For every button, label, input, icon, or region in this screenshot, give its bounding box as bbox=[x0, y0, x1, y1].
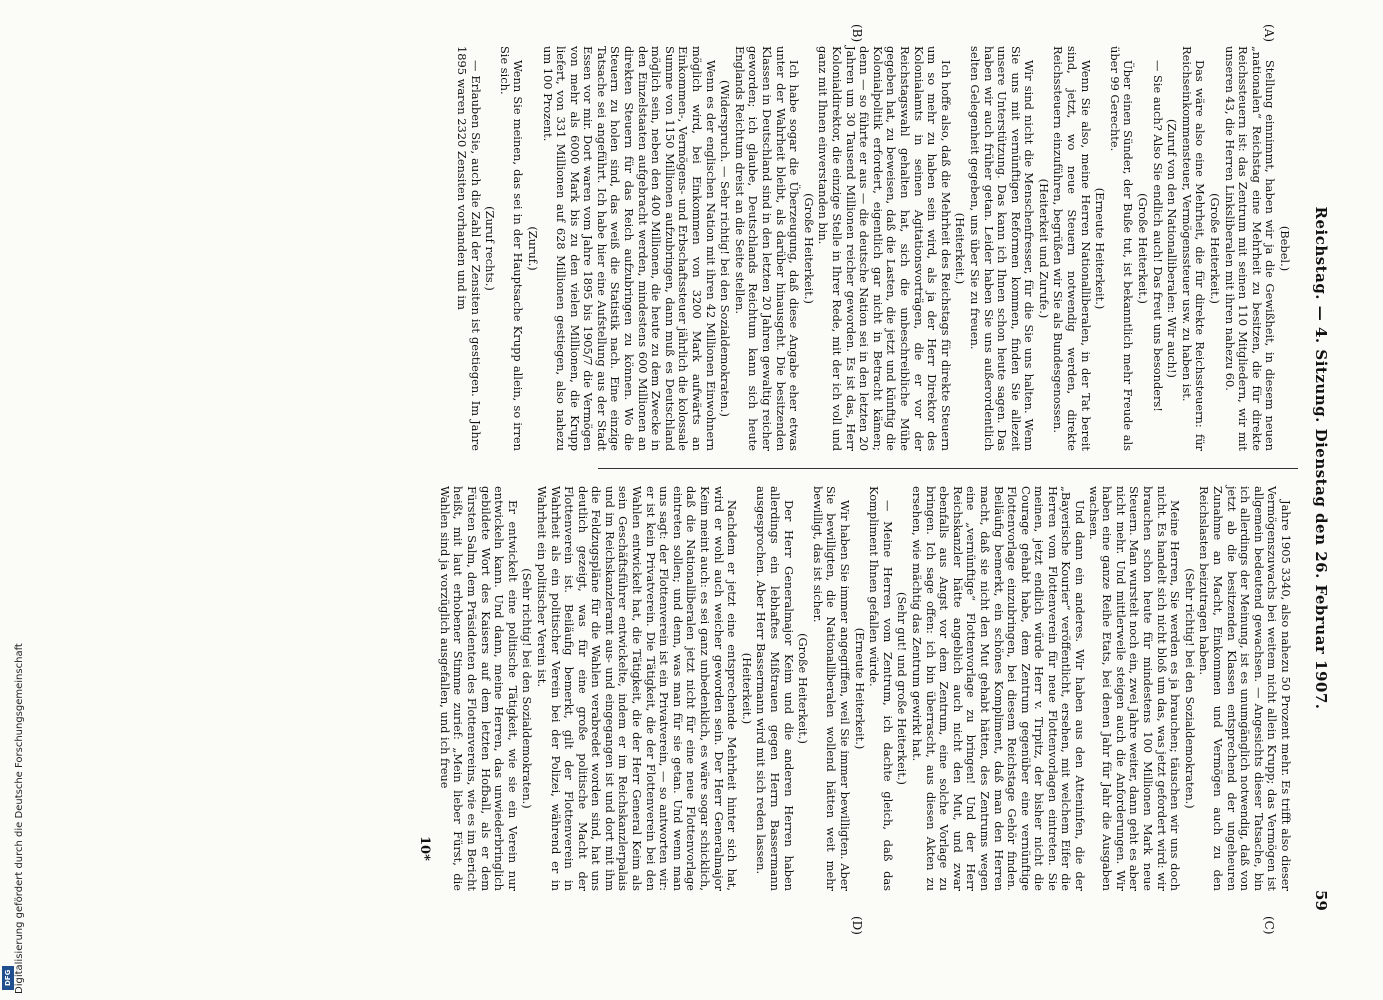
signature-mark: 10* bbox=[417, 836, 432, 861]
interjection: (Große Heiterkeit.) bbox=[801, 193, 816, 304]
page-number: 59 bbox=[1312, 890, 1330, 911]
funding-note: Digitalisierung gefördert durch die Deutsche Forschungsgemeinschaft bbox=[14, 643, 25, 994]
paragraph: Wenn es der englischen Nation mit ihren 42 Millionen Einwohnern möglich wird, bei Einkommen von 3200 Mark aufwärts an Einkommen-, Vermögens- und Erbschaftssteuer jährlich die kolossale Summe von 1150 Millionen aufzubringen, dann muß es Deutschland möglich sein, neben den 400 Millionen, die heute zu dem Zwecke in den Einzelstaaten aufgebracht werden, mindestens 600 Millionen an direkten Steuern für das Reich aufzubringen zu können. Wo die Steuern zu holen sind, das weiß die Statistik nach. Eine einzige Tatsache sei angeführt. Ich habe hier eine Aufstellung aus der Stadt Essen vor mir. Dort waren vom Jahre 1895 bis 1905/7 die Vermögen von mehr als 6000 Mark bis zu den vielen Millionen, die Krupp liefert, von 331 Millionen auf 628 Millionen gestiegen, also nahezu um 100 Prozent. bbox=[540, 46, 718, 451]
interjection: (Sehr gut! und große Heiterkeit.) bbox=[895, 592, 910, 785]
speaker-tag: (Bebel.) bbox=[1278, 225, 1292, 272]
funding-sidebar bbox=[0, 0, 25, 1000]
interjection: (Erneute Heiterkeit.) bbox=[852, 627, 867, 750]
paragraph: Und dann ein anderes. Wir haben aus den Atteninfen, die der „Bayerische Kourier“ veröffentlicht, ersehen, mit welchem Eifer die Herren vom Flottenverein für neue Flottenvorlagen eintreten. Sie meinen, jetzt endlich würde Herr v. Tirpitz, der bisher nicht die Courage gehabt habe, dem Zentrum gegenüber eine vernünftige Flottenvorlage einzubringen, bei diesem Reichstage Gehör finden. Beiläufig bemerkt, ein schönes Kompliment, daß man den Herren macht, daß sie nicht den Mut gehabt hätten, des Zentrums wegen eine „vernünftige“ Flottenvorlage zu bringen! Und der Herr Reichskanzler hätte angeblich auch nicht den Mut, und zwar ebenfalls aus Angst vor dem Zentrum, eine solche Vorlage zu bringen. Ich sage offen: ich bin überrascht, aus diesen Akten zu ersehen, wie mächtig das Zentrum gewirkt hat. bbox=[909, 486, 1088, 891]
rotated-content bbox=[82, 24, 1332, 938]
interjection: (Große Heiterkeit.) bbox=[1136, 193, 1151, 304]
paragraph: — Sie auch? Also Sie endlich auch! Das freut uns besonders! bbox=[1150, 60, 1165, 412]
interjection: (Zuruf.) bbox=[525, 226, 540, 271]
column-divider bbox=[598, 468, 1298, 469]
paragraph: Wir sind nicht die Menschenfresser, für die Sie uns halten. Wenn Sie uns mit vernünftigen Reformen kommen, finden Sie allezeit unsere Unterstützung. Das kann ich Ihnen schon heute sagen. Das haben wir auch früher getan. Leider haben Sie uns außerordentlich selten Gelegenheit gegeben, uns über Sie zu freuen. bbox=[967, 46, 1037, 451]
paragraph: — Meine Herren vom Zentrum, ich dachte gleich, daß das Kompliment Ihnen gefallen würde. bbox=[867, 486, 895, 891]
paragraph: Meine Herren, Sie werden es ja brauchen; täuschen wir uns doch nicht. Es handelt sich nicht bloß um das, was jetzt gefordert wird: wir brauchen schon heute für mindestens 100 Millionen Mark neue Steuern. Man wurstelt noch ein, zwei Jahre weiter, dann geht es aber nicht mehr. Und mittlerweile steigen auch die Anforderungen. Wir haben eine ganze Reihe Etats, bei denen Jahr für Jahr die Ausgaben wachsen. bbox=[1086, 486, 1183, 892]
interjection: (Widerspruch. — Sehr richtig! bei den Sozialdemokraten.) bbox=[718, 80, 733, 417]
paragraph: Ich hoffe also, daß die Mehrheit des Reichstags für direkte Steuern um so mehr zu haben sein wird, als ja der Herr Direktor des Kolonialamts in seinen Agitationsvorträgen, die er vor der Reichstagswahl gehalten hat, sich die unbeschreibliche Mühe gegeben hat, zu beweisen, daß die Lasten, die jetzt und künftig die Kolonialpolitik erfordert, eigentlich gar nicht in Betracht kämen; denn — so führte er aus — die deutsche Nation sei in den letzten 20 Jahren um 30 Tausend Millionen reicher geworden. Es ist das, Herr Kolonialdirektor, die einzige Stelle in Ihrer Rede, mit der ich voll und ganz mit Ihnen einverstanden bin. bbox=[816, 46, 953, 451]
interjection: (Große Heiterkeit.) bbox=[796, 633, 811, 744]
paragraph: Jahre 1905 3340, also nahezu 50 Prozent mehr. Es trifft also dieser Vermögenszuwachs bei weitem nicht allein Krupp; das Vermögen ist allgemein bedeutend gewachsen. — Angesichts dieser Tatsache, bin ich allerdings der Meinung, ist es unumgänglich notwendig, daß von jetzt ab die besitzenden Klassen entsprechend der ungeheuren Zunahme an Macht, Einkommen und Vermögen auch zu den Reichslasten beizutragen haben. bbox=[1197, 486, 1293, 891]
left-column bbox=[454, 46, 1292, 451]
margin-mark-b: (B) bbox=[850, 24, 864, 43]
interjection: (Sehr richtig! bei den Sozialdemokraten.) bbox=[1182, 568, 1197, 809]
paragraph: Wir haben Sie immer angegriffen, weil Sie immer bewilligten. Aber Sie bewilligten, die Nationalliberalen wollend hätten weit mehr bewilligt, das ist sicher. bbox=[810, 486, 852, 891]
interjection: (Sehr richtig! bei den Sozialdemokraten.) bbox=[520, 568, 535, 809]
header-title: Reichstag. — 4. Sitzung. Dienstag den 26. Februar 1907. bbox=[1312, 206, 1330, 710]
interjection: (Zuruf rechts.) bbox=[483, 206, 498, 291]
interjection: (Erneute Heiterkeit.) bbox=[1093, 187, 1108, 310]
paragraph: — Erlauben Sie, auch die Zahl der Zensiten ist gestiegen. Im Jahre 1895 waren 2320 Zensiten vorhanden und im bbox=[454, 46, 483, 451]
margin-mark-c: (C) bbox=[1262, 916, 1276, 935]
paragraph: Das wäre also eine Mehrheit, die für direkte Reichssteuern: für Reichseinkommensteuer, Vermögenssteuer usw. zu haben ist. bbox=[1179, 46, 1208, 451]
interjection: (Heiterkeit.) bbox=[953, 212, 968, 285]
interjection: (Zuruf von den Nationalliberalen: Wir auch!) bbox=[1165, 119, 1180, 378]
right-column bbox=[437, 486, 1292, 891]
dfg-logo-icon: DFG bbox=[2, 966, 14, 990]
running-header bbox=[1306, 38, 1332, 938]
paragraph: Wenn Sie also, meine Herren Nationalliberalen, in der Tat bereit sind, jetzt, wo neue Steuern notwendig werden, direkte Reichssteuern einzuführen, begrüßen wir Sie als Bundesgenossen. bbox=[1051, 46, 1093, 451]
margin-mark-d: (D) bbox=[850, 916, 864, 935]
interjection: (Große Heiterkeit.) bbox=[1208, 193, 1223, 304]
paragraph: Wenn Sie meinen, das sei in der Hauptsache Krupp allein, so irren Sie sich. bbox=[497, 46, 526, 451]
paragraph: Nachdem er jetzt eine entsprechende Mehrheit hinter sich hat, wird er wohl auch weicher geworden sein. Der Herr Generalmajor Keim meint auch: es sei ganz unbedenklich, es wäre sogar schicklich, daß die Nationalliberalen jetzt nicht für eine neue Flottenvorlage eintreten sollen; und denn, was man für sie getan. Und wenn man uns sagt: der Flottenverein ist ein Privatverein, — so antworten wir: er ist kein Privatverein. Die Tätigkeit, die der Flottenverein bei den Wahlen entwickelt hat, die Tätigkeit, die der Herr General Keim als sein Geschäftsführer entwickelte, indem er im Reichskanzlerpalais und im Reichskanzleramt aus- und eingegangen ist und dort mit ihm die Feldzugspläne für die Wahlen verabredet worden sind, hat uns deutlich gezeigt, was für eine große politische Macht der Flottenverein ist. Beiläufig bemerkt, gilt der Flottenverein in Wahrheit als ein politischer Verein bei der Polizei, während er in Wahrheit ein politischer Verein ist. bbox=[534, 486, 740, 891]
paragraph: Über einen Sünder, der Buße tut, ist bekanntlich mehr Freude als über 99 Gerechte. bbox=[1107, 46, 1136, 451]
interjection: (Heiterkeit und Zurufe.) bbox=[1036, 178, 1051, 319]
interjection: (Heiterkeit.) bbox=[739, 652, 754, 725]
paragraph: Stellung einnimmt, haben wir ja die Gewißheit, in diesem neuen „nationalen“ Reichstag eine Mehrheit zu besitzen, die für direkte Reichssteuern ist: das Zentrum mit seinen 110 Mitgliedern, wir mit unseren 43, die Herren Linksliberalen mit ihren nahezu 60. bbox=[1222, 46, 1278, 451]
paragraph: Ich habe sogar die Überzeugung, daß diese Angabe eher etwas unter der Wahrheit bleibt, als darüber hinausgeht. Die besitzenden Klassen in Deutschland sind in den letzten 20 Jahren gewaltig reicher geworden; ich glaube, Deutschlands Reichtum kann sich heute Englands Reichtum dreist an die Seite stellen. bbox=[732, 46, 802, 451]
paragraph: Er entwickelt eine politische Tätigkeit, wie sie ein Verein nur entwickeln kann. Und dann, meine Herren, das unwiederbringlich gebildete Wort des Kaisers auf dem letzten Hofball, als er dem Fürsten Salm, dem Präsidenten des Flottenvereins, wie es im Bericht heißt, mit laut erhobener Stimme zurief: „Mein lieber Fürst, die Wahlen sind ja vorzüglich ausgefallen, und ich freue bbox=[437, 486, 520, 891]
margin-mark-a: (A) bbox=[1262, 24, 1276, 43]
paragraph: Der Herr Generalmajor Keim und die anderen Herren haben allerdings ein lebhaftes Mißtrauen gegen Herrn Bassermann ausgesprochen. Aber Herr Bassermann wird mit sich reden lassen. bbox=[754, 486, 796, 891]
